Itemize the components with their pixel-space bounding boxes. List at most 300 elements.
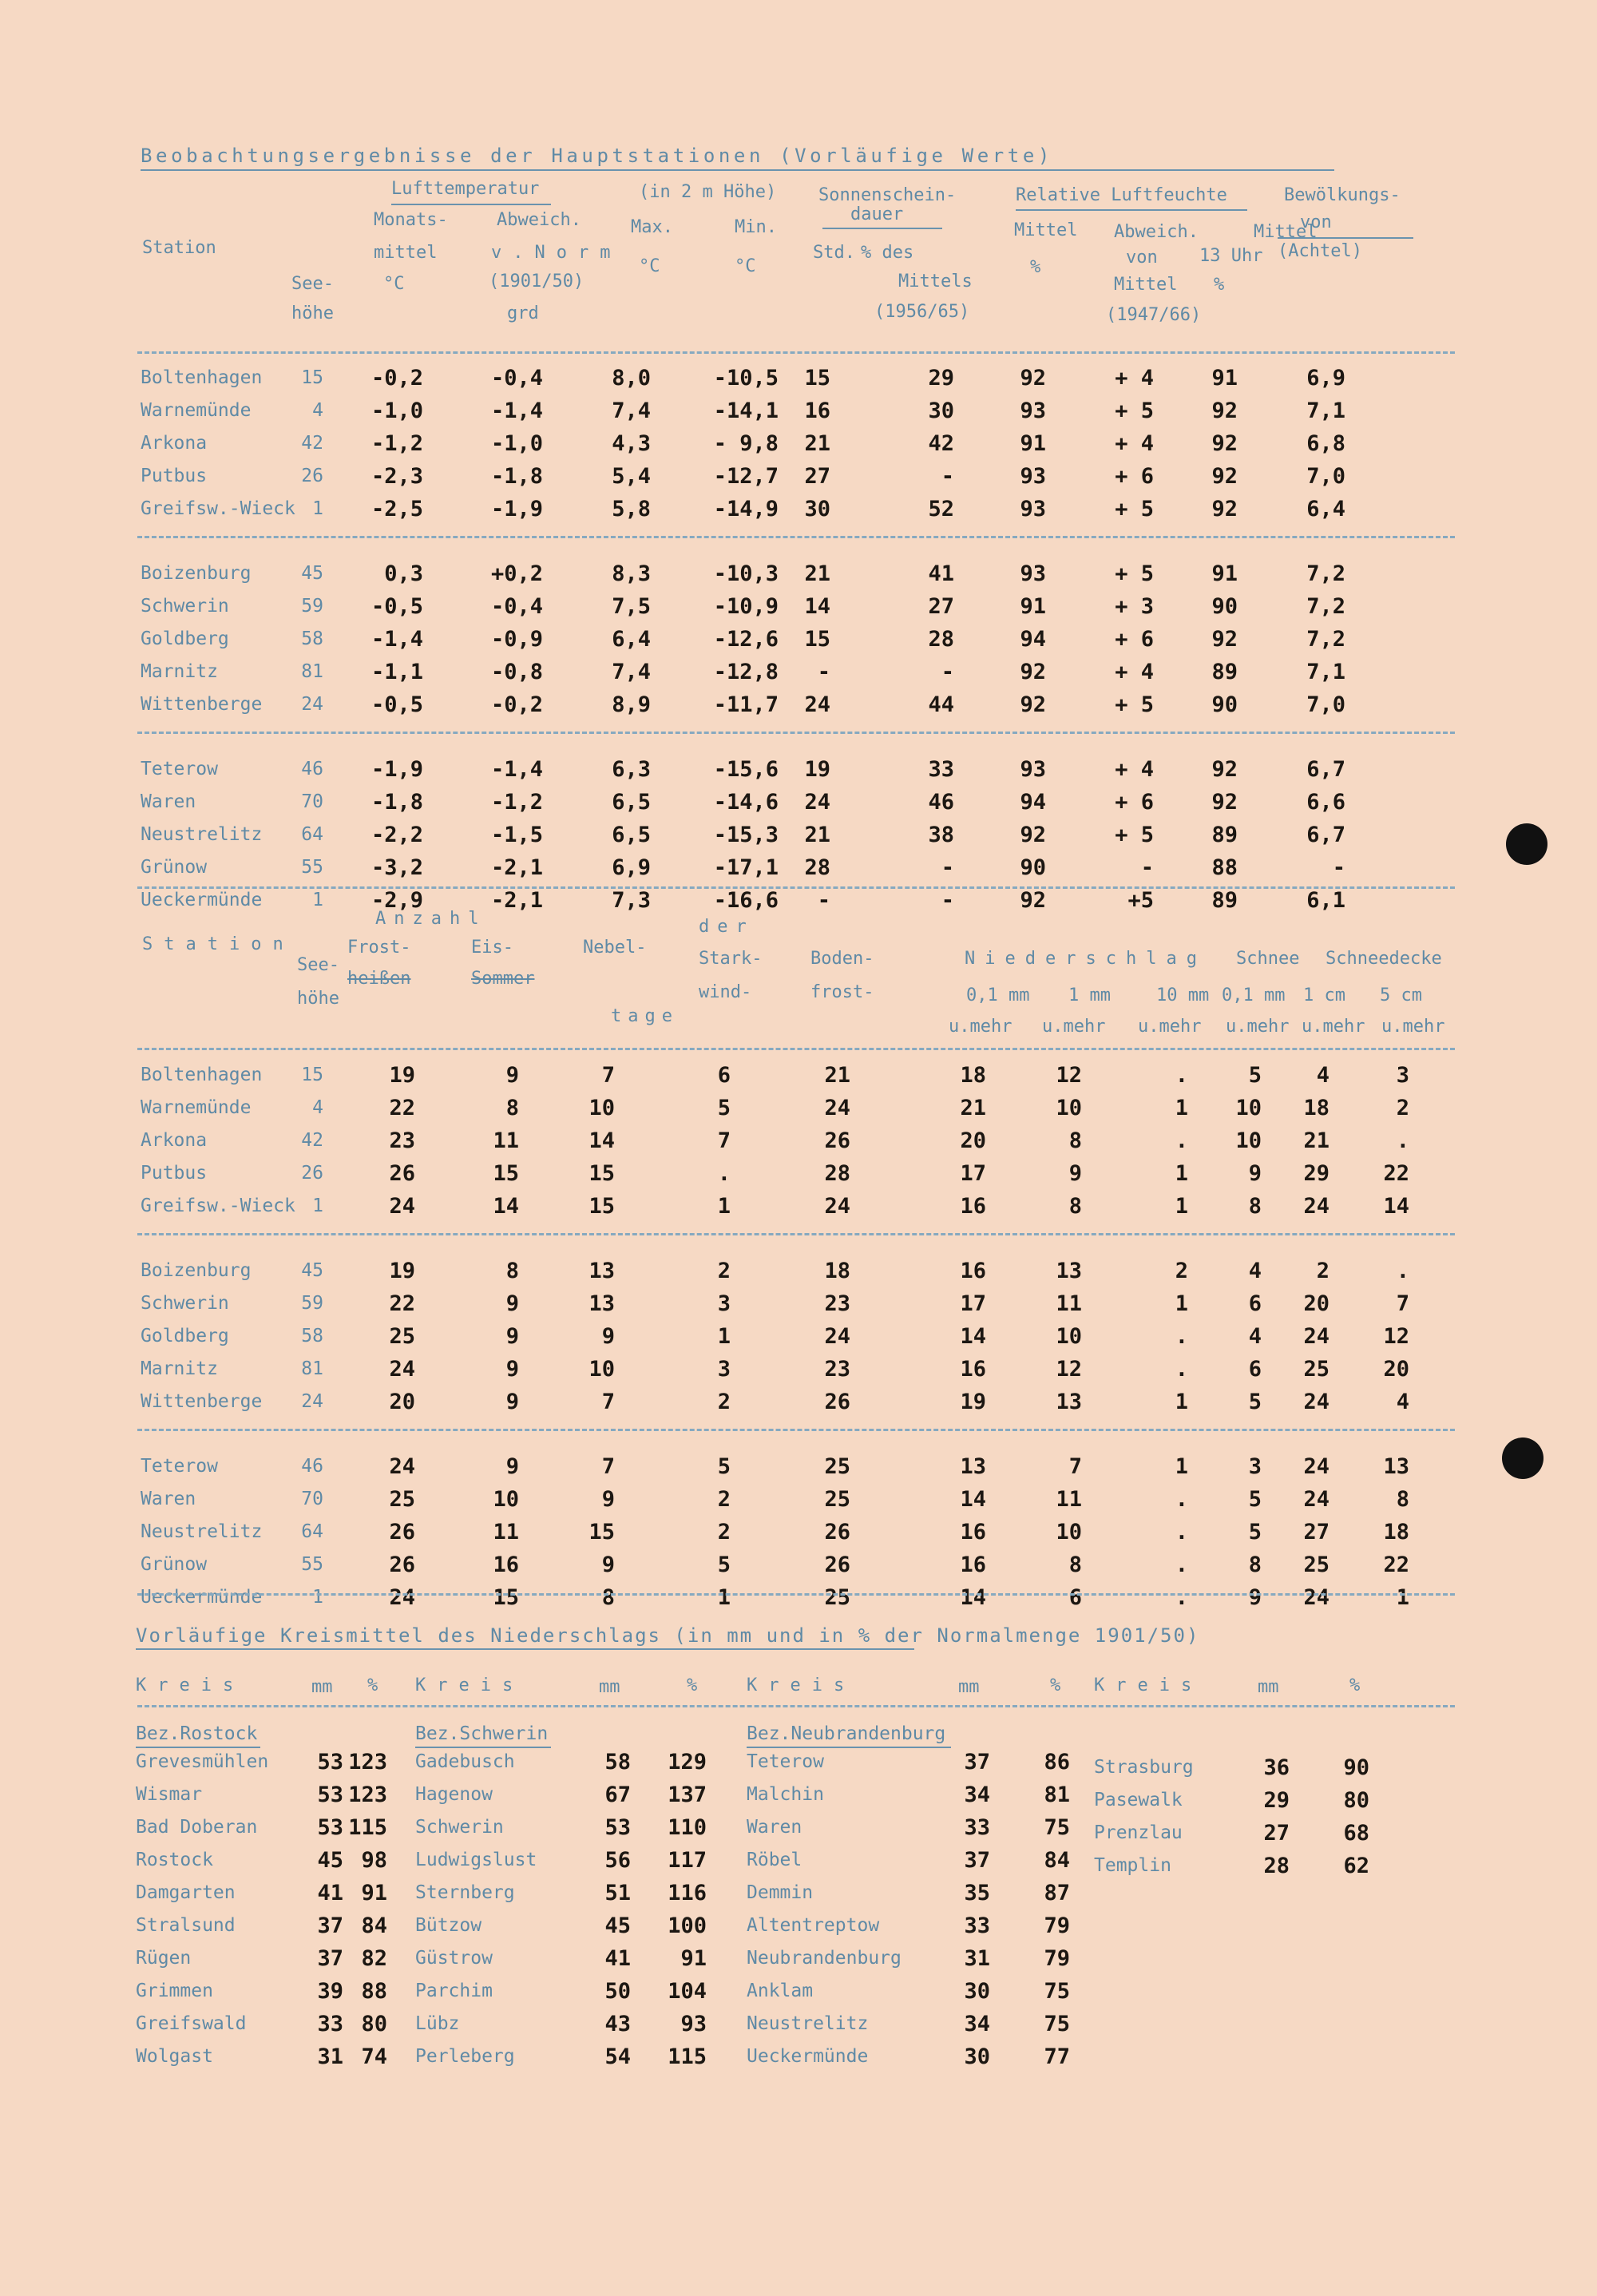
- kreis-pct: 129: [668, 1750, 707, 1775]
- table1-value: -0,4: [490, 594, 543, 619]
- table1-header-cell: Abweich.: [497, 210, 581, 230]
- kreis-column-header: Kreis: [415, 1675, 525, 1695]
- table1-value: 28: [804, 855, 830, 880]
- kreis-pct: 110: [668, 1815, 707, 1840]
- table2-value: 9: [601, 1324, 615, 1349]
- table2-header-cell: u.mehr: [1226, 1017, 1290, 1037]
- kreis-pct: 123: [348, 1750, 387, 1775]
- table2-header-cell: Schnee: [1236, 949, 1300, 969]
- table2-value: 21: [960, 1096, 986, 1120]
- table1-value: 92: [1020, 823, 1046, 847]
- seehoehe-value: 4: [312, 400, 323, 421]
- table2-value: 9: [505, 1291, 519, 1316]
- mm-column-header: mm: [958, 1677, 980, 1697]
- table1-value: 7,2: [1306, 594, 1345, 619]
- kreis-name: Altentreptow: [747, 1915, 880, 1936]
- kreis-mm: 45: [604, 1913, 631, 1938]
- table1-value: 5,8: [612, 497, 651, 521]
- table2-value: 12: [1383, 1324, 1409, 1349]
- table1-header-cell: 13 Uhr: [1199, 246, 1263, 266]
- table1-value: -1,1: [371, 660, 423, 684]
- seehoehe-value: 26: [301, 1163, 323, 1184]
- table2-header-cell: Eis-: [471, 938, 513, 958]
- table2-value: 25: [824, 1454, 850, 1479]
- table1-value: 6,7: [1306, 823, 1345, 847]
- table2-value: 14: [1383, 1194, 1409, 1219]
- table2-value: 9: [1248, 1161, 1262, 1186]
- table2-value: 11: [493, 1520, 519, 1545]
- kreis-mm: 53: [317, 1782, 343, 1807]
- table2-value: 16: [960, 1194, 986, 1219]
- pct-column-header: %: [1349, 1675, 1361, 1695]
- kreis-mm: 33: [964, 1913, 990, 1938]
- kreis-name: Rostock: [136, 1850, 213, 1870]
- station-name: Boltenhagen: [141, 1065, 263, 1085]
- table2-header-cell: Nebel-: [583, 938, 647, 958]
- table1-value: 0,3: [384, 561, 423, 586]
- kreis-pct: 80: [361, 2012, 387, 2036]
- table1-value: 19: [804, 757, 830, 782]
- table1-value: 15: [804, 627, 830, 652]
- station-name: Warnemünde: [141, 1097, 252, 1118]
- table2-value: 2: [717, 1487, 731, 1512]
- seehoehe-value: 45: [301, 563, 323, 584]
- table2-value: 24: [1303, 1194, 1330, 1219]
- table1-value: -10,5: [713, 366, 779, 391]
- table1-value: 7,3: [612, 888, 651, 913]
- punch-hole-bottom: [1502, 1437, 1544, 1479]
- table1-header-cell: °C: [383, 274, 405, 294]
- table2-value: 8: [601, 1585, 615, 1610]
- station-name: Goldberg: [141, 1326, 229, 1346]
- table2-value: 23: [824, 1291, 850, 1316]
- table1-value: 92: [1020, 888, 1046, 913]
- table2-value: 17: [960, 1291, 986, 1316]
- table1-value: 7,4: [612, 399, 651, 423]
- seehoehe-value: 55: [301, 857, 323, 878]
- table2-value: 8: [1248, 1552, 1262, 1577]
- table2-value: 7: [1396, 1291, 1409, 1316]
- table2-header-cell: Sommer: [471, 969, 535, 989]
- seehoehe-value: 59: [301, 1293, 323, 1314]
- table1-value: -: [1332, 855, 1345, 880]
- seehoehe-value: 1: [312, 498, 323, 519]
- table1-value: -2,5: [371, 497, 423, 521]
- table1-value: -14,6: [713, 790, 779, 815]
- table2-value: 15: [588, 1194, 615, 1219]
- table2-value: 13: [1383, 1454, 1409, 1479]
- table1-value: -11,7: [713, 692, 779, 717]
- table1-value: 27: [928, 594, 954, 619]
- table2-value: 5: [717, 1096, 731, 1120]
- table1-value: 15: [804, 366, 830, 391]
- table1-value: 94: [1020, 790, 1046, 815]
- table2-value: 16: [493, 1552, 519, 1577]
- table1-value: - 9,8: [713, 431, 779, 456]
- table1-value: + 4: [1115, 366, 1154, 391]
- table2-value: 2: [717, 1520, 731, 1545]
- kreis-mm: 58: [604, 1750, 631, 1775]
- table2-value: 25: [389, 1324, 415, 1349]
- table1-header-cell: Mittel: [1254, 222, 1318, 242]
- table2-value: 8: [1068, 1128, 1082, 1153]
- table2-value: .: [1396, 1259, 1409, 1283]
- table2-value: 26: [824, 1390, 850, 1414]
- table2-header-cell: u.mehr: [949, 1017, 1012, 1037]
- kreis-pct: 75: [1044, 1815, 1070, 1840]
- table1-value: 7,5: [612, 594, 651, 619]
- table2-value: 25: [824, 1487, 850, 1512]
- table2-header-rule: [137, 1048, 1455, 1050]
- table2-value: 14: [960, 1585, 986, 1610]
- table1-value: -0,4: [490, 366, 543, 391]
- kreis-pct: 137: [668, 1782, 707, 1807]
- table2-value: 9: [1068, 1161, 1082, 1186]
- kreis-mm: 37: [317, 1946, 343, 1971]
- table1-value: -10,9: [713, 594, 779, 619]
- table2-header-cell: der: [699, 917, 755, 937]
- seehoehe-value: 15: [301, 1065, 323, 1085]
- table2-value: 6: [717, 1063, 731, 1088]
- table1-value: 6,6: [1306, 790, 1345, 815]
- table2-value: 24: [824, 1194, 850, 1219]
- table2-value: 1: [1175, 1096, 1188, 1120]
- table2-value: 6: [1248, 1291, 1262, 1316]
- kreis-pct: 79: [1044, 1946, 1070, 1971]
- table1-value: -0,8: [490, 660, 543, 684]
- table1-header-cell: Relative Luftfeuchte: [1016, 185, 1227, 205]
- kreis-pct: 84: [1044, 1848, 1070, 1873]
- kreis-mm: 31: [317, 2044, 343, 2069]
- station-name: Goldberg: [141, 629, 229, 649]
- kreis-mm: 33: [317, 2012, 343, 2036]
- kreis-pct: 93: [680, 2012, 707, 2036]
- table1-value: -12,6: [713, 627, 779, 652]
- table2-value: 15: [588, 1161, 615, 1186]
- table1-value: 28: [928, 627, 954, 652]
- table1-header-cell: Abweich.: [1114, 222, 1199, 242]
- table2-value: 25: [824, 1585, 850, 1610]
- table2-value: 1: [1175, 1390, 1188, 1414]
- table1-value: 21: [804, 561, 830, 586]
- kreis-name: Gadebusch: [415, 1751, 515, 1772]
- table1-value: -0,2: [490, 692, 543, 717]
- kreis-pct: 116: [668, 1881, 707, 1905]
- table2-value: 15: [493, 1161, 519, 1186]
- table2-value: 26: [389, 1161, 415, 1186]
- table1-value: 93: [1020, 497, 1046, 521]
- table2-value: 1: [1396, 1585, 1409, 1610]
- table2-header-cell: u.mehr: [1302, 1017, 1365, 1037]
- seehoehe-value: 4: [312, 1097, 323, 1118]
- table1-header-cell: Std.: [813, 243, 855, 263]
- table1-value: -16,6: [713, 888, 779, 913]
- table2-header-cell: 1 mm: [1068, 985, 1111, 1005]
- table1-header-cell: Min.: [735, 217, 777, 237]
- table2-value: .: [1175, 1487, 1188, 1512]
- table1-value: -: [941, 464, 954, 489]
- table2-value: 12: [1056, 1063, 1082, 1088]
- table2-value: 2: [717, 1390, 731, 1414]
- table1-header-cell: See-: [291, 274, 334, 294]
- table1-value: -1,8: [490, 464, 543, 489]
- kreis-mm: 56: [604, 1848, 631, 1873]
- kreis-name: Neustrelitz: [747, 2013, 869, 2034]
- table2-value: 10: [588, 1357, 615, 1382]
- table1-value: -2,2: [371, 823, 423, 847]
- table1-value: 93: [1020, 561, 1046, 586]
- kreis-mm: 41: [604, 1946, 631, 1971]
- table1-value: -17,1: [713, 855, 779, 880]
- table1-value: + 4: [1115, 431, 1154, 456]
- table2-value: 15: [493, 1585, 519, 1610]
- table2-value: 10: [1056, 1520, 1082, 1545]
- table2-value: 24: [389, 1194, 415, 1219]
- station-name: Schwerin: [141, 596, 229, 617]
- table1-header-cell: (1947/66): [1106, 305, 1202, 325]
- table1-header-cell: Bewölkungs-: [1284, 185, 1401, 205]
- table1-value: -14,1: [713, 399, 779, 423]
- table2-value: 7: [717, 1128, 731, 1153]
- table2-value: .: [1175, 1128, 1188, 1153]
- table2-value: 22: [389, 1291, 415, 1316]
- table1-value: 6,9: [1306, 366, 1345, 391]
- table1-value: 6,4: [1306, 497, 1345, 521]
- table2-value: 1: [1175, 1161, 1188, 1186]
- table2-value: 18: [824, 1259, 850, 1283]
- bezirk-heading: Bez.Rostock: [136, 1723, 258, 1744]
- punch-hole-top: [1506, 823, 1547, 865]
- table2-value: 9: [505, 1390, 519, 1414]
- station-name: Greifsw.-Wieck: [141, 1196, 295, 1216]
- table1-header-cell: (in 2 m Höhe): [639, 182, 777, 202]
- table1-value: 14: [804, 594, 830, 619]
- table1-value: 92: [1211, 399, 1238, 423]
- table1-value: 30: [928, 399, 954, 423]
- table1-value: 8,0: [612, 366, 651, 391]
- table1-value: 24: [804, 790, 830, 815]
- kreis-name: Demmin: [747, 1882, 814, 1903]
- kreis-name: Wolgast: [136, 2046, 213, 2067]
- table1-value: 33: [928, 757, 954, 782]
- table2-header-cell: Stark-: [699, 949, 763, 969]
- table1-value: 88: [1211, 855, 1238, 880]
- kreis-name: Wismar: [136, 1784, 203, 1805]
- table1-value: -15,6: [713, 757, 779, 782]
- relfeuchte-underline: [1016, 209, 1247, 211]
- table2-value: .: [1175, 1585, 1188, 1610]
- table2-value: 18: [1383, 1520, 1409, 1545]
- kreis-name: Templin: [1094, 1855, 1171, 1876]
- table2-value: 5: [1248, 1520, 1262, 1545]
- table2-value: 18: [1303, 1096, 1330, 1120]
- table2-value: 7: [1068, 1454, 1082, 1479]
- kreis-pct: 77: [1044, 2044, 1070, 2069]
- table1-value: 6,3: [612, 757, 651, 782]
- table2-header-cell: u.mehr: [1042, 1017, 1106, 1037]
- table1-value: 92: [1020, 660, 1046, 684]
- table2-value: 9: [601, 1552, 615, 1577]
- kreis-mm: 54: [604, 2044, 631, 2069]
- kreis-name: Perleberg: [415, 2046, 515, 2067]
- table2-value: 24: [1303, 1390, 1330, 1414]
- table1-value: -1,9: [371, 757, 423, 782]
- kreis-column-header: Kreis: [1094, 1675, 1203, 1695]
- table1-value: -0,5: [371, 692, 423, 717]
- table2-value: .: [717, 1161, 731, 1186]
- table1-header-cell: °C: [639, 256, 660, 276]
- table1-header-cell: Mittel: [1114, 275, 1178, 295]
- kreis-pct: 88: [361, 1979, 387, 2004]
- kreis-name: Grevesmühlen: [136, 1751, 269, 1772]
- table1-value: +0,2: [490, 561, 543, 586]
- station-name: Greifsw.-Wieck: [141, 498, 295, 519]
- seehoehe-value: 1: [312, 890, 323, 910]
- kreis-pct: 75: [1044, 1979, 1070, 2004]
- table1-value: -1,0: [371, 399, 423, 423]
- kreis-mm: 30: [964, 1979, 990, 2004]
- table1-header-cell: von: [1300, 212, 1332, 232]
- table1-value: 92: [1211, 627, 1238, 652]
- table2-value: 13: [588, 1259, 615, 1283]
- table2-value: .: [1175, 1324, 1188, 1349]
- table1-value: 89: [1211, 823, 1238, 847]
- seehoehe-value: 42: [301, 433, 323, 454]
- table1-value: 92: [1211, 790, 1238, 815]
- kreis-pct: 79: [1044, 1913, 1070, 1938]
- table1-header-cell: Mittel: [1014, 220, 1078, 240]
- kreis-pct: 104: [668, 1979, 707, 2004]
- table2-value: 17: [960, 1161, 986, 1186]
- kreis-name: Greifswald: [136, 2013, 247, 2034]
- table1-value: -3,2: [371, 855, 423, 880]
- seehoehe-value: 26: [301, 466, 323, 486]
- table1-value: 6,5: [612, 823, 651, 847]
- kreis-mm: 37: [964, 1848, 990, 1873]
- kreis-mm: 43: [604, 2012, 631, 2036]
- table1-value: -1,2: [371, 431, 423, 456]
- table1-header-cell: Mittels: [898, 272, 973, 291]
- station-name: Warnemünde: [141, 400, 252, 421]
- table2-header-cell: 0,1 mm: [966, 985, 1030, 1005]
- table1-value: -1,9: [490, 497, 543, 521]
- table1-value: -2,1: [490, 855, 543, 880]
- table1-value: -: [817, 888, 830, 913]
- table1-value: 89: [1211, 888, 1238, 913]
- seehoehe-value: 64: [301, 1521, 323, 1542]
- table2-value: 2: [717, 1259, 731, 1283]
- seehoehe-value: 46: [301, 759, 323, 779]
- table2-value: 1: [717, 1585, 731, 1610]
- table1-value: 21: [804, 431, 830, 456]
- table2-value: 25: [1303, 1357, 1330, 1382]
- seehoehe-value: 1: [312, 1587, 323, 1608]
- table1-value: + 4: [1115, 660, 1154, 684]
- seehoehe-value: 45: [301, 1260, 323, 1281]
- kreis-name: Ludwigslust: [415, 1850, 537, 1870]
- station-name: Marnitz: [141, 1358, 218, 1379]
- kreis-mm: 39: [317, 1979, 343, 2004]
- table1-value: + 6: [1115, 464, 1154, 489]
- table2-group-rule: [137, 1233, 1455, 1235]
- table2-value: 28: [824, 1161, 850, 1186]
- table2-header-cell: Anzahl: [375, 909, 487, 929]
- table1-value: 30: [804, 497, 830, 521]
- table2-value: 7: [601, 1454, 615, 1479]
- table1-value: 6,5: [612, 790, 651, 815]
- table2-value: 11: [1056, 1291, 1082, 1316]
- kreis-name: Rügen: [136, 1948, 192, 1969]
- kreis-mm: 50: [604, 1979, 631, 2004]
- seehoehe-value: 42: [301, 1130, 323, 1151]
- table1-header-cell: (1956/65): [874, 302, 970, 322]
- table2-value: 20: [960, 1128, 986, 1153]
- table2-value: 26: [389, 1520, 415, 1545]
- table2-value: 16: [960, 1552, 986, 1577]
- station-name: Neustrelitz: [141, 1521, 263, 1542]
- table2-group-rule: [137, 1429, 1455, 1431]
- station-name: Arkona: [141, 1130, 208, 1151]
- kreis-mm: 36: [1263, 1755, 1290, 1780]
- section3-title: Vorläufige Kreismittel des Niederschlags (in mm und in % der Normalmenge 1901/50): [136, 1624, 1200, 1647]
- station-name: Waren: [141, 1489, 196, 1509]
- table1-value: 8,3: [612, 561, 651, 586]
- table1-header-cell: grd: [507, 303, 539, 323]
- kreis-name: Güstrow: [415, 1948, 493, 1969]
- table1-value: -0,2: [371, 366, 423, 391]
- table2-value: 26: [824, 1128, 850, 1153]
- table1-value: 89: [1211, 660, 1238, 684]
- table1-value: 6,7: [1306, 757, 1345, 782]
- table2-value: 1: [1175, 1454, 1188, 1479]
- table2-value: 9: [601, 1487, 615, 1512]
- kreis-name: Lübz: [415, 2013, 460, 2034]
- table1-value: -0,9: [490, 627, 543, 652]
- seehoehe-value: 55: [301, 1554, 323, 1575]
- table2-header-cell: u.mehr: [1381, 1017, 1445, 1037]
- kreis-mm: 53: [604, 1815, 631, 1840]
- station-name: Arkona: [141, 433, 208, 454]
- table1-header-cell: Max.: [631, 217, 673, 237]
- table1-value: 94: [1020, 627, 1046, 652]
- table1-value: 90: [1211, 594, 1238, 619]
- title-underline: [141, 169, 1334, 171]
- station-name: Grünow: [141, 857, 208, 878]
- station-name: Teterow: [141, 1456, 218, 1477]
- table2-value: 14: [960, 1324, 986, 1349]
- kreis-mm: 35: [964, 1881, 990, 1905]
- kreis-pct: 115: [668, 2044, 707, 2069]
- bezirk-heading: Bez.Schwerin: [415, 1723, 549, 1744]
- table2-value: 6: [1068, 1585, 1082, 1610]
- seehoehe-value: 81: [301, 661, 323, 682]
- kreis-name: Damgarten: [136, 1882, 236, 1903]
- table2-value: 24: [824, 1096, 850, 1120]
- seehoehe-value: 24: [301, 694, 323, 715]
- kreis-name: Sternberg: [415, 1882, 515, 1903]
- table2-value: 13: [1056, 1259, 1082, 1283]
- table2-value: 1: [1175, 1291, 1188, 1316]
- table2-value: 23: [389, 1128, 415, 1153]
- table1-header-cell: mittel: [374, 243, 438, 263]
- table2-value: 3: [1396, 1063, 1409, 1088]
- table1-value: 92: [1020, 692, 1046, 717]
- kreis-name: Malchin: [747, 1784, 824, 1805]
- table1-value: 24: [804, 692, 830, 717]
- kreis-pct: 117: [668, 1848, 707, 1873]
- table2-value: 8: [1248, 1194, 1262, 1219]
- station-name: Neustrelitz: [141, 824, 263, 845]
